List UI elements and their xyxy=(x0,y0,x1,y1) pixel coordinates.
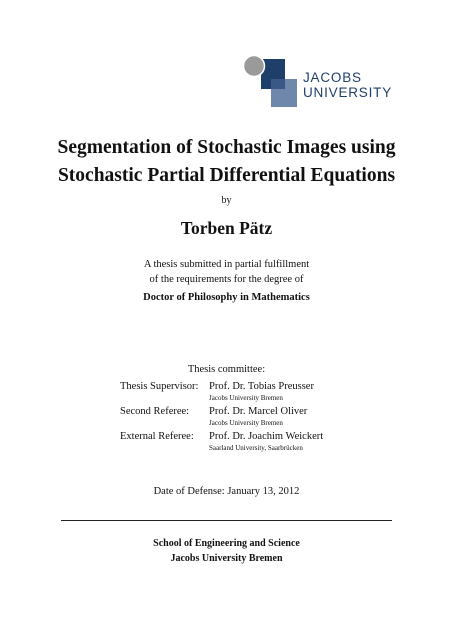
degree-name: Doctor of Philosophy in Mathematics xyxy=(143,292,310,303)
committee-member xyxy=(120,381,380,406)
title-line-2: Stochastic Partial Differential Equations xyxy=(57,165,396,186)
title-line-1: Segmentation of Stochastic Images using xyxy=(57,137,396,158)
logo-line-2: UNIVERSITY xyxy=(303,85,393,100)
committee-member xyxy=(120,406,380,431)
school-name: School of Engineering and Science xyxy=(153,538,300,549)
university-name: Jacobs University Bremen xyxy=(170,553,283,564)
member-name: Prof. Dr. Joachim Weickert xyxy=(209,431,324,442)
committee-heading: Thesis committee: xyxy=(187,364,266,375)
jacobs-university-logo xyxy=(241,53,401,107)
thesis-title xyxy=(0,134,453,190)
by-label: by xyxy=(221,195,232,206)
member-affiliation: Jacobs University Bremen xyxy=(209,394,283,402)
logo-line-1: JACOBS xyxy=(303,70,362,85)
member-role: Thesis Supervisor: xyxy=(120,381,199,392)
jacobs-logo-icon xyxy=(241,53,297,107)
member-name: Prof. Dr. Marcel Oliver xyxy=(209,406,308,417)
submission-line-2: of the requirements for the degree of xyxy=(149,274,304,285)
author-name: Torben Pätz xyxy=(180,218,273,238)
committee-list xyxy=(120,381,380,456)
member-affiliation: Jacobs University Bremen xyxy=(209,419,283,427)
school-block xyxy=(0,536,453,566)
submission-statement xyxy=(0,257,453,287)
divider xyxy=(61,520,392,521)
member-name: Prof. Dr. Tobias Preusser xyxy=(209,381,314,392)
member-affiliation: Saarland University, Saarbrücken xyxy=(209,444,303,452)
defense-date: Date of Defense: January 13, 2012 xyxy=(153,486,300,497)
submission-line-1: A thesis submitted in partial fulfillment xyxy=(143,259,310,270)
member-role: External Referee: xyxy=(120,431,194,442)
committee-member xyxy=(120,431,380,456)
logo-wordmark xyxy=(303,70,392,100)
member-role: Second Referee: xyxy=(120,406,190,417)
